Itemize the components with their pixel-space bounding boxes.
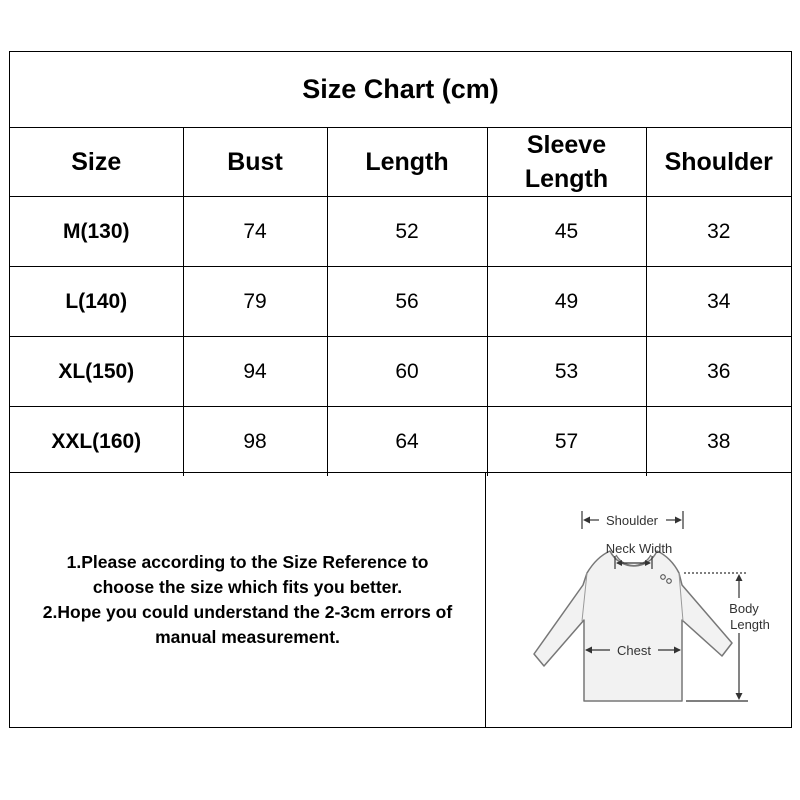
header-sleeve-length — [487, 128, 646, 197]
length-cell: 56 — [327, 267, 487, 337]
sleeve-cell: 45 — [487, 197, 646, 267]
size-chart — [9, 51, 792, 728]
shoulder-cell: 34 — [646, 267, 791, 337]
table-row — [10, 337, 791, 407]
header-shoulder: Shoulder — [646, 128, 791, 197]
sleeve-cell: 57 — [487, 407, 646, 477]
length-cell: 52 — [327, 197, 487, 267]
note-line-1: 1.Please according to the Size Reference to — [66, 552, 429, 572]
measurement-diagram — [486, 473, 791, 727]
size-cell: XXL(160) — [10, 407, 183, 477]
neck-width-label: Neck Width — [605, 541, 673, 556]
notes — [10, 473, 486, 727]
sleeve-cell: 53 — [487, 337, 646, 407]
chest-label: Chest — [617, 643, 651, 658]
sweater-diagram — [486, 473, 791, 728]
shoulder-cell: 32 — [646, 197, 791, 267]
header-size: Size — [10, 128, 183, 197]
size-cell: L(140) — [10, 267, 183, 337]
header-sleeve-line2: Length — [524, 165, 609, 193]
header-bust: Bust — [183, 128, 327, 197]
table-row — [10, 197, 791, 267]
table-row — [10, 267, 791, 337]
shoulder-cell: 36 — [646, 337, 791, 407]
note-line-3: 2.Hope you could understand the 2-3cm errors of — [42, 602, 453, 622]
size-table — [10, 128, 791, 476]
bust-cell: 79 — [183, 267, 327, 337]
sweater-outline-icon — [534, 551, 732, 701]
sleeve-cell: 49 — [487, 267, 646, 337]
body-length-label-line1: Body — [729, 601, 759, 616]
shoulder-cell: 38 — [646, 407, 791, 477]
bust-cell: 94 — [183, 337, 327, 407]
bust-cell: 98 — [183, 407, 327, 477]
note-line-2: choose the size which fits you better. — [92, 577, 403, 597]
body-length-label-line2: Length — [730, 617, 770, 632]
size-cell: XL(150) — [10, 337, 183, 407]
bottom-section — [10, 472, 791, 727]
length-cell: 64 — [327, 407, 487, 477]
bust-cell: 74 — [183, 197, 327, 267]
length-cell: 60 — [327, 337, 487, 407]
header-sleeve-line1: Sleeve — [526, 131, 607, 159]
table-row — [10, 407, 791, 477]
shoulder-label: Shoulder — [605, 513, 659, 528]
table-header-row — [10, 128, 791, 197]
size-cell: M(130) — [10, 197, 183, 267]
header-length: Length — [327, 128, 487, 197]
note-line-4: manual measurement. — [155, 627, 340, 647]
chart-title: Size Chart (cm) — [10, 52, 791, 128]
